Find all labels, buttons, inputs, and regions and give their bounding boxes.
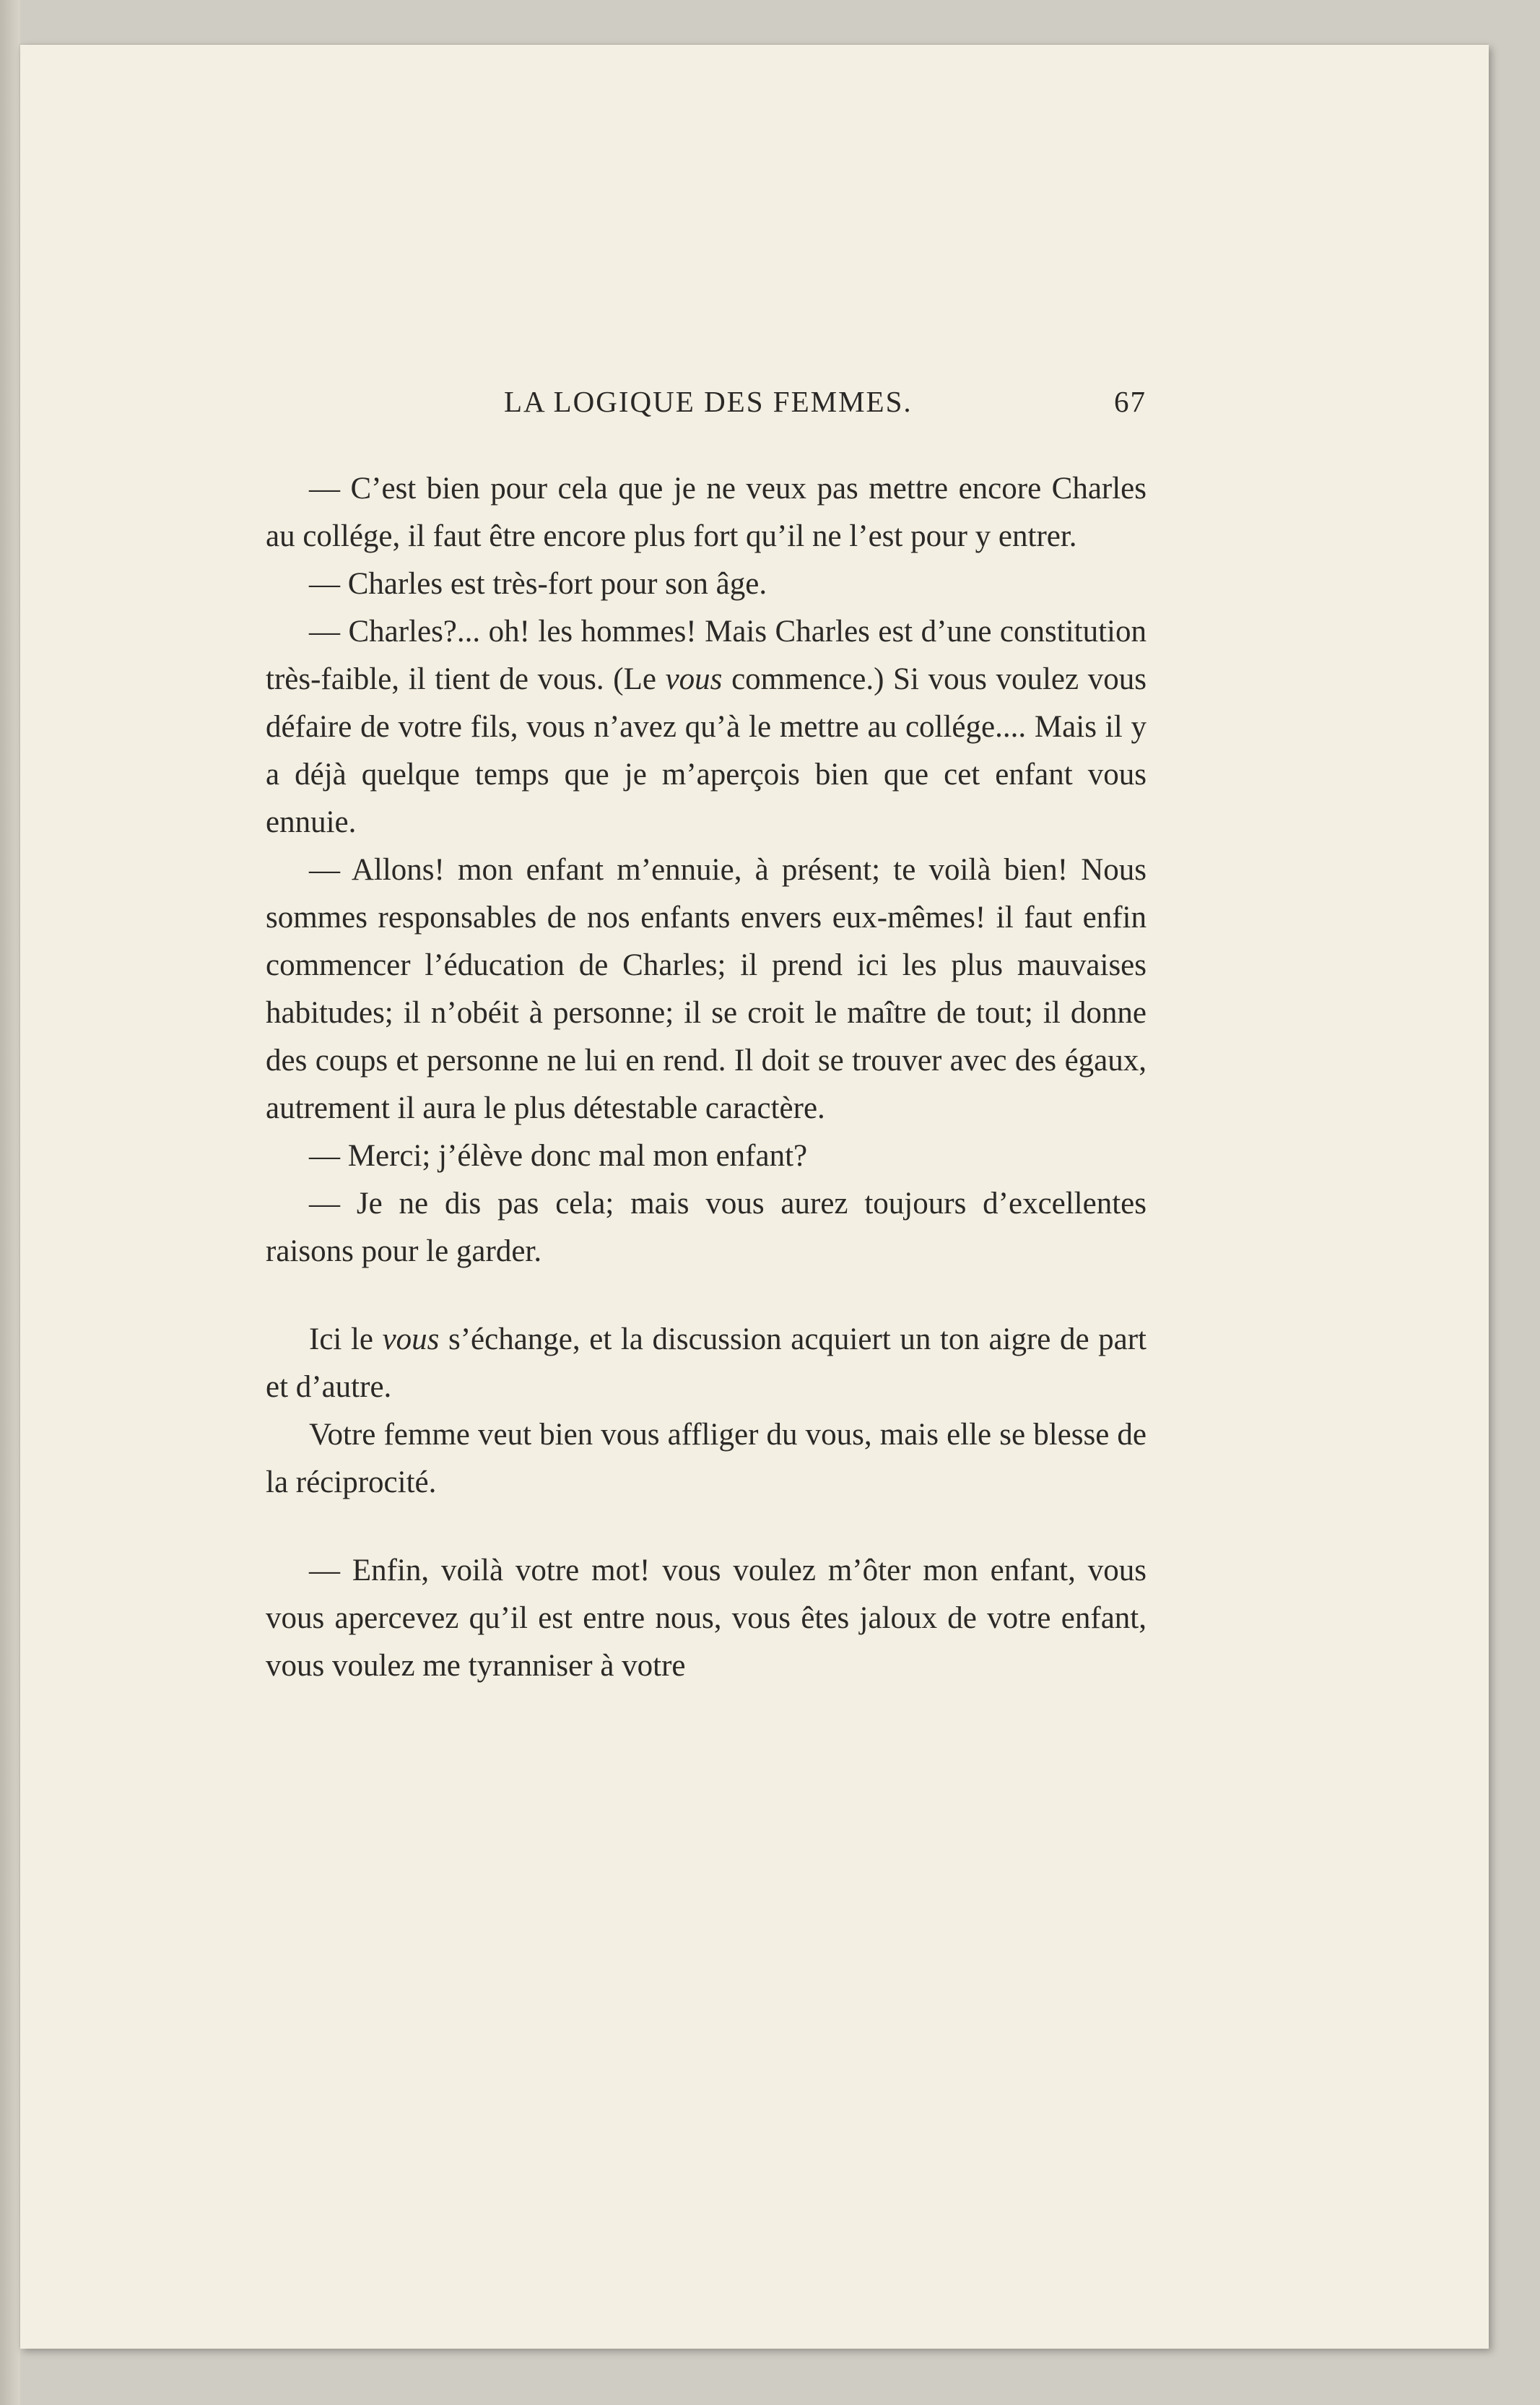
paragraph — [266, 1316, 1147, 1411]
section-gap — [266, 1507, 1147, 1547]
running-title: LA LOGIQUE DES FEMMES. — [504, 385, 913, 418]
paragraph: — Je ne dis pas cela; mais vous aurez toujours d’excellentes raisons pour le garder. — [266, 1187, 1147, 1268]
paragraph-text: s’échange, et la discussion acquiert un ton aigre de part et d’autre. — [266, 1322, 1147, 1404]
paragraph: — Merci; j’élève donc mal mon enfant? — [309, 1139, 808, 1173]
page-body — [266, 465, 1147, 1690]
italic-word: vous — [382, 1322, 440, 1356]
paragraph-text: Ici le — [309, 1322, 383, 1356]
page-number: 67 — [1114, 385, 1147, 418]
book-page — [20, 45, 1489, 2349]
section-gap — [266, 1275, 1147, 1316]
paragraph: — Charles est très-fort pour son âge. — [309, 567, 767, 601]
page-header — [20, 355, 1489, 418]
paragraph — [266, 608, 1147, 846]
paragraph: Votre femme veut bien vous affliger du vous, mais elle se blesse de la réciprocité. — [266, 1418, 1147, 1499]
paragraph: — Allons! mon enfant m’ennuie, à présent; te voilà bien! Nous sommes responsables de nos enfants envers eux-mêmes! il faut enfin commencer l’éducation de Charles; il prend ici les plus mauvaises habitudes; il n’obéit à personne; il se croit le maître de tout; il donne des coups et personne ne lui en rend. Il doit se trouver avec des égaux, autrement il aura le plus détestable caractère. — [266, 853, 1147, 1125]
italic-word: vous — [665, 662, 723, 696]
paragraph-text: — Charles?... oh! les hommes! Mais Charles est d’une constitution très-faible, il tient de vous. ( — [266, 615, 1147, 696]
paragraph-text: commence.) Si vous voulez vous défaire de votre fils, vous n’avez qu’à le mettre au collége.... Mais il y a déjà quelque temps que je m’aperçois bien que cet enfant vous ennuie. — [266, 662, 1147, 839]
page-edge-left — [0, 0, 20, 2405]
paragraph: — Enfin, voilà votre mot! vous voulez m’ôter mon enfant, vous vous apercevez qu’il est entre nous, vous êtes jaloux de votre enfant, vous voulez me tyranniser à votre — [266, 1554, 1147, 1683]
paragraph: — C’est bien pour cela que je ne veux pas mettre encore Charles au collége, il faut être encore plus fort qu’il ne l’est pour y entrer. — [266, 472, 1147, 553]
paragraph-text: Le — [623, 662, 666, 696]
